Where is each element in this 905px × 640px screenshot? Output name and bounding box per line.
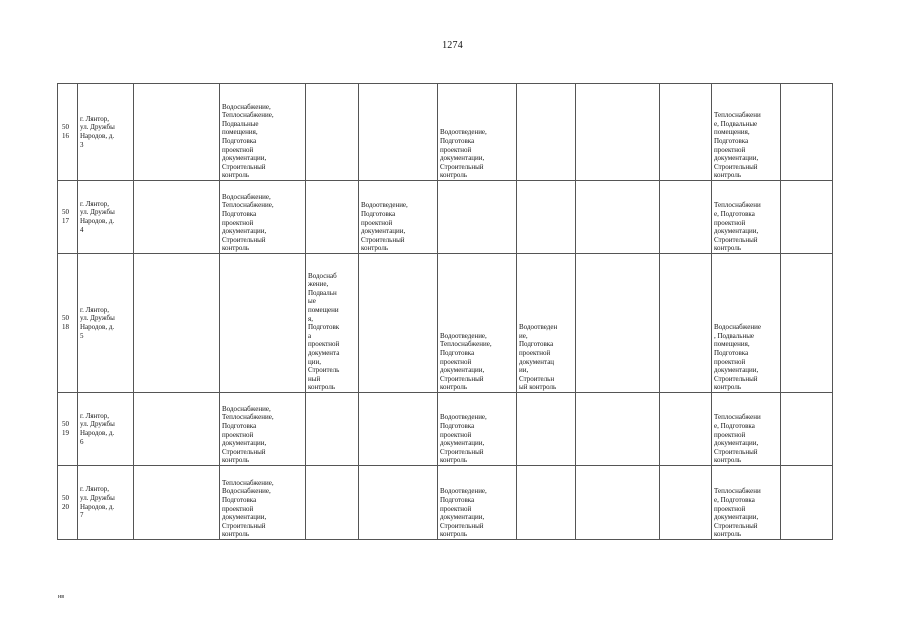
work-type-text: Водоотведение, Подготовка проектной документации, Строительный контроль	[440, 487, 487, 539]
address-text: г. Лянтор, ул. Дружбы Народов, д. 7	[80, 485, 115, 520]
work-type-cell	[220, 393, 306, 466]
address-text: г. Лянтор, ул. Дружбы Народов, д. 3	[80, 114, 115, 149]
work-type-cell	[576, 254, 660, 393]
work-type-text: Теплоснабжени е, Подготовка проектной документации, Строительный контроль	[714, 201, 761, 253]
work-type-text: Теплоснабжени е, Подготовка проектной документации, Строительный контроль	[714, 487, 761, 539]
work-type-cell	[781, 393, 833, 466]
work-type-cell	[576, 84, 660, 181]
work-type-text: Теплоснабжени е, Подготовка проектной документации, Строительный контроль	[714, 413, 761, 465]
work-type-cell	[306, 181, 359, 254]
work-type-cell	[134, 393, 220, 466]
work-type-cell	[359, 466, 438, 540]
work-type-cell	[438, 84, 517, 181]
work-type-cell	[576, 181, 660, 254]
work-type-cell	[517, 254, 576, 393]
work-type-cell	[359, 393, 438, 466]
row-number-cell	[58, 181, 78, 254]
work-type-cell	[306, 84, 359, 181]
row-number-cell	[58, 393, 78, 466]
row-number: 50 19	[62, 420, 69, 437]
work-type-cell	[359, 84, 438, 181]
work-type-cell	[220, 254, 306, 393]
work-type-cell	[712, 254, 781, 393]
work-type-cell	[781, 466, 833, 540]
work-type-cell	[438, 393, 517, 466]
work-type-cell	[660, 84, 712, 181]
work-type-text: Водоснабжение, Теплоснабжение, Подготовка проектной документации, Строительный контроль	[222, 404, 274, 465]
table-row	[58, 84, 833, 181]
work-type-cell	[712, 181, 781, 254]
work-type-cell	[660, 393, 712, 466]
address-text: г. Лянтор, ул. Дружбы Народов, д. 4	[80, 199, 115, 234]
row-number-cell	[58, 84, 78, 181]
work-type-text: Водоотведен ие, Подготовка проектной документац ии, Строительн ый контроль	[519, 323, 558, 392]
address-cell	[78, 84, 134, 181]
work-type-cell	[781, 254, 833, 393]
row-number: 50 16	[62, 123, 69, 140]
address-cell	[78, 254, 134, 393]
work-type-cell	[306, 466, 359, 540]
table-row	[58, 466, 833, 540]
work-type-cell	[134, 466, 220, 540]
address-cell	[78, 393, 134, 466]
row-number: 50 18	[62, 314, 69, 331]
work-type-text: Теплоснабжение, Водоснабжение, Подготовка проектной документации, Строительный контроль	[222, 478, 274, 539]
table-row	[58, 181, 833, 254]
work-type-cell	[576, 393, 660, 466]
work-type-text: Водоотведение, Подготовка проектной документации, Строительный контроль	[440, 128, 487, 180]
work-type-text: Водоснабжение, Теплоснабжение, Подготовка проектной документации, Строительный контроль	[222, 192, 274, 253]
work-type-cell	[517, 466, 576, 540]
work-type-cell	[438, 254, 517, 393]
work-type-cell	[134, 254, 220, 393]
work-type-text: Водоснабжение, Теплоснабжение, Подвальные помещения, Подготовка проектной документации, Строительный контроль	[222, 102, 274, 180]
row-number-cell	[58, 254, 78, 393]
address-text: г. Лянтор, ул. Дружбы Народов, д. 5	[80, 305, 115, 340]
row-number: 50 20	[62, 493, 69, 511]
footer-mark: нв	[58, 594, 65, 600]
work-type-cell	[517, 393, 576, 466]
work-type-text: Водоотведение, Теплоснабжение, Подготовка проектной документации, Строительный контроль	[440, 331, 492, 392]
work-type-text: Водоснаб жение, Подвальн ые помещени я, Подготовк а проектной документа ции, Строитель ный контроль	[308, 271, 340, 392]
work-type-text: Водоснабжение , Подвальные помещения, Подготовка проектной документации, Строительный контроль	[714, 323, 762, 392]
work-type-cell	[781, 181, 833, 254]
work-type-cell	[517, 181, 576, 254]
work-type-cell	[220, 84, 306, 181]
work-type-cell	[712, 84, 781, 181]
work-type-cell	[660, 181, 712, 254]
work-type-cell	[712, 393, 781, 466]
work-type-cell	[660, 254, 712, 393]
address-text: г. Лянтор, ул. Дружбы Народов, д. 6	[80, 411, 115, 446]
work-type-cell	[359, 181, 438, 254]
work-type-text: Водоотведение, Подготовка проектной документации, Строительный контроль	[361, 201, 408, 253]
work-type-cell	[517, 84, 576, 181]
address-cell	[78, 181, 134, 254]
work-type-cell	[220, 181, 306, 254]
row-number-cell	[58, 466, 78, 540]
work-type-cell	[359, 254, 438, 393]
work-type-cell	[781, 84, 833, 181]
table-row	[58, 254, 833, 393]
work-type-cell	[134, 181, 220, 254]
work-type-cell	[306, 254, 359, 393]
work-type-cell	[438, 181, 517, 254]
work-type-cell	[712, 466, 781, 540]
work-type-cell	[576, 466, 660, 540]
work-type-cell	[660, 466, 712, 540]
address-cell	[78, 466, 134, 540]
repair-schedule-table	[57, 83, 833, 540]
work-type-text: Водоотведение, Подготовка проектной документации, Строительный контроль	[440, 413, 487, 465]
work-type-cell	[134, 84, 220, 181]
work-type-cell	[438, 466, 517, 540]
page-number: 1274	[442, 40, 463, 51]
work-type-cell	[220, 466, 306, 540]
row-number: 50 17	[62, 208, 69, 225]
work-type-cell	[306, 393, 359, 466]
table-row	[58, 393, 833, 466]
work-type-text: Теплоснабжени е, Подвальные помещения, Подготовка проектной документации, Строительный контроль	[714, 111, 761, 180]
